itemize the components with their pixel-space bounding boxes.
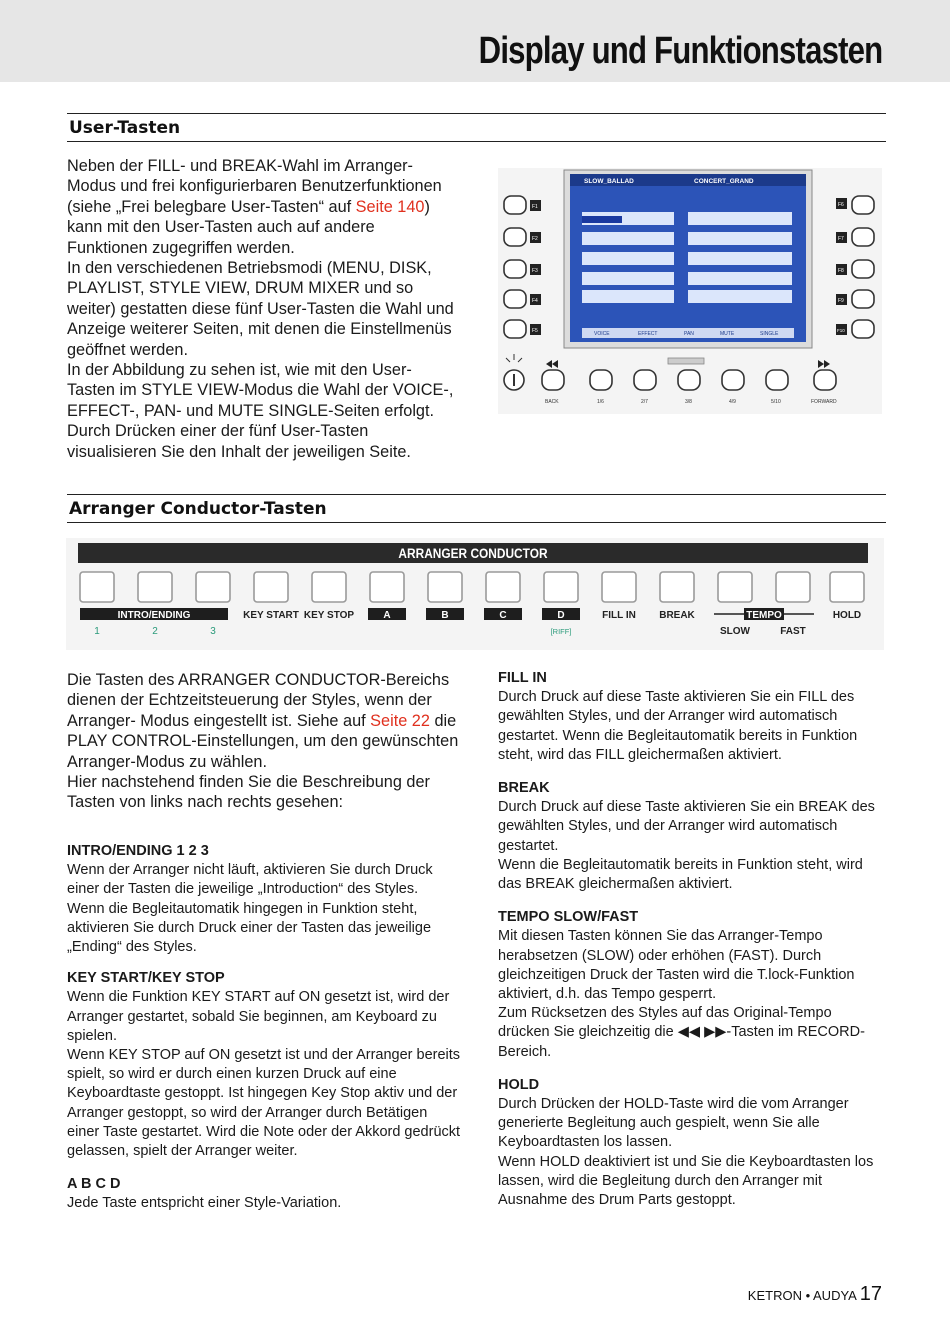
fast-label: FAST — [780, 626, 806, 637]
screen-row — [688, 252, 792, 265]
label-b: B — [441, 610, 449, 621]
hold-heading: HOLD — [498, 1076, 540, 1093]
intro-ending-2-button[interactable] — [138, 572, 172, 602]
text-run: die PLAY CONTROL-Einstellungen, um den gewünschten Arranger-Modus zu wählen. — [67, 711, 459, 771]
page-link-22[interactable]: Seite 22 — [370, 711, 430, 730]
svg-text:F5: F5 — [532, 328, 538, 334]
section-heading-arranger-conductor: Arranger Conductor-Tasten — [67, 494, 886, 523]
intro-ending-heading: INTRO/ENDING 1 2 3 — [67, 843, 209, 859]
paragraph: Wenn die Begleitautomatik hingegen in Funktion steht, aktivieren Sie durch Druck einer der Tasten das jeweilige „Ending“ des Styles. — [67, 900, 432, 956]
paragraph: In der Abbildung zu sehen ist, wie mit den User-Tasten im STYLE VIEW-Modus die Wahl der VOICE-, EFFECT-, PAN- und MUTE SINGLE-Seiten erfolgt. Durch Drücken einer der fünf User-Tasten visualisieren Sie den Inhalt der jeweiligen Seite. — [67, 361, 454, 461]
label-a: A — [383, 610, 391, 621]
paragraph: Zum Rücksetzen des Styles auf das Original-Tempo drücken Sie gleichzeitig die ◀◀ ▶▶-Tasten im RECORD-Bereich. — [498, 1005, 865, 1060]
svg-text:F2: F2 — [532, 236, 538, 242]
paragraph: In den verschiedenen Betriebsmodi (MENU, DISK, PLAYLIST, STYLE VIEW, DRUM MIXER und so weiter) gestatten diese fünf User-Tasten die Wahl und Anzeige weiterer Seiten, mit denen die Einstellmenüs geöffnet werden. — [67, 259, 454, 359]
paragraph: Durch Druck auf diese Taste aktivieren Sie ein FILL des gewählten Styles, und der Arranger wird automatisch gestartet. Wenn die Begleitautomatik bereits in Funktion steht, wird das FILL gleichermaßen aktiviert. — [498, 689, 858, 763]
paragraph: Wenn die Begleitautomatik bereits in Funktion steht, wird das BREAK gleichermaßen aktiviert. — [498, 856, 863, 893]
hold-label: HOLD — [832, 610, 862, 621]
key-start-stop-heading: KEY START/KEY STOP — [67, 970, 225, 987]
display-figure — [498, 168, 882, 414]
svg-text:F7: F7 — [838, 236, 844, 242]
svg-text:F10: F10 — [837, 328, 845, 333]
footer-brand: KETRON • AUDYA — [747, 1288, 857, 1303]
svg-text:FORWARD: FORWARD — [811, 399, 837, 405]
key-start-button[interactable] — [254, 572, 288, 602]
softkey-single: SINGLE — [760, 331, 779, 337]
paragraph — [67, 156, 457, 258]
intro-ending-label: INTRO/ENDING — [117, 610, 191, 621]
tempo-label: TEMPO — [746, 610, 782, 621]
svg-text:1/6: 1/6 — [597, 399, 604, 405]
softkey-effect: EFFECT — [638, 331, 658, 337]
paragraph: Wenn HOLD deaktiviert ist und Sie die Keyboardtasten los lassen, wird die Begleitung durch den Arranger mit Ausnahme des Drum Parts gestoppt. — [498, 1153, 874, 1209]
screen-row — [582, 272, 674, 285]
page-link-140[interactable]: Seite 140 — [355, 197, 425, 216]
variation-c-button[interactable] — [486, 572, 520, 602]
paragraph: Wenn der Arranger nicht läuft, aktivieren Sie durch Druck einer der Tasten die jeweilige „Introduction“ des Styles. — [67, 862, 433, 898]
tempo-heading: TEMPO SLOW/FAST — [498, 909, 639, 926]
right-column-descriptions — [498, 669, 883, 1210]
screen-row — [582, 232, 674, 245]
fill-in-button[interactable] — [602, 572, 636, 602]
paragraph: Wenn die Funktion KEY START auf ON gesetzt ist, wird der Arranger gestartet, sobald Sie beginnen, am Keyboard zu spielen. — [67, 989, 450, 1044]
left-column-descriptions — [67, 842, 462, 1214]
fill-in-heading: FILL IN — [498, 670, 547, 686]
paragraph — [67, 670, 467, 772]
screen-row — [582, 252, 674, 265]
variation-a-button[interactable] — [370, 572, 404, 602]
section-heading-user-tasten: User-Tasten — [67, 113, 886, 142]
text-run: ) kann mit den User-Tasten auch auf andere Funktionen zugegriffen werden. — [67, 197, 430, 257]
tempo-slow-button[interactable] — [718, 572, 752, 602]
paragraph: Jede Taste entspricht einer Style-Variation. — [67, 1195, 342, 1212]
softkey-mute: MUTE — [720, 331, 735, 337]
arranger-panel-title: ARRANGER CONDUCTOR — [398, 545, 548, 562]
break-button[interactable] — [660, 572, 694, 602]
paragraph: Durch Drücken der HOLD-Taste wird die vom Arranger generierte Begleitung auch gespielt, wenn Sie alle Keyboardtasten los lassen. — [498, 1096, 849, 1151]
paragraph: Durch Druck auf diese Taste aktivieren Sie ein BREAK des gewählten Styles, und der Arranger wird automatisch gestartet. — [498, 799, 875, 854]
softkey-pan: PAN — [684, 331, 694, 337]
text-run: Neben der FILL- und BREAK-Wahl im Arranger-Modus und frei konfigurierbaren Benutzerfunktionen (siehe „Frei belegbare User-Tasten“ auf — [67, 157, 442, 216]
screen-row-highlight — [582, 216, 622, 223]
screen-row — [688, 272, 792, 285]
scroll-indicator — [668, 358, 704, 364]
screen-title-left: SLOW_BALLAD — [584, 178, 634, 185]
key-stop-button[interactable] — [312, 572, 346, 602]
svg-text:F4: F4 — [532, 298, 538, 304]
screen-row — [688, 290, 792, 303]
screen-row — [688, 232, 792, 245]
screen-row — [688, 212, 792, 225]
break-heading: BREAK — [498, 780, 550, 797]
svg-text:BACK: BACK — [545, 399, 559, 405]
page-footer — [748, 1283, 882, 1306]
intro-ending-1-button[interactable] — [80, 572, 114, 602]
riff-label: [RIFF] — [550, 627, 572, 636]
svg-text:F1: F1 — [532, 204, 538, 210]
svg-text:F9: F9 — [838, 298, 844, 304]
intro-number-3: 3 — [210, 626, 216, 637]
svg-text:2/7: 2/7 — [641, 399, 648, 405]
tempo-fast-button[interactable] — [776, 572, 810, 602]
variation-b-button[interactable] — [428, 572, 462, 602]
key-stop-label: KEY STOP — [303, 610, 355, 621]
softkey-voice: VOICE — [594, 331, 610, 337]
screen-title-right: CONCERT_GRAND — [694, 178, 754, 185]
label-d: D — [557, 610, 565, 621]
page-number: 17 — [859, 1283, 882, 1305]
text-run: Die Tasten des ARRANGER CONDUCTOR-Bereichs dienen der Echtzeitsteuerung der Styles, wenn der Arranger- Modus eingestellt ist. Siehe auf — [67, 671, 450, 730]
intro-number-1: 1 — [94, 626, 100, 637]
screen-row — [582, 290, 674, 303]
svg-text:4/9: 4/9 — [729, 399, 736, 405]
paragraph: Hier nachstehend finden Sie die Beschreibung der Tasten von links nach rechts gesehen: — [67, 773, 430, 812]
svg-text:F8: F8 — [838, 268, 844, 274]
intro-number-2: 2 — [152, 626, 158, 637]
break-label: BREAK — [659, 610, 695, 621]
svg-text:F6: F6 — [838, 202, 844, 208]
intro-ending-3-button[interactable] — [196, 572, 230, 602]
slow-label: SLOW — [720, 626, 750, 637]
paragraph: Wenn KEY STOP auf ON gesetzt ist und der Arranger bereits spielt, so wird er durch einen kurzen Druck auf eine Keyboardtaste gestoppt. Ist hingegen Key Stop aktiv und der Arranger gestoppt, so wird der Arranger durch Betätigen einer Taste gestartet. Wird die Note oder der Akkord gedrückt gelassen, spielt der Arranger weiter. — [67, 1047, 461, 1160]
arranger-intro-text — [67, 670, 467, 813]
user-tasten-text — [67, 156, 457, 462]
paragraph: Mit diesen Tasten können Sie das Arranger-Tempo herabsetzen (SLOW) oder erhöhen (FAST). Durch gleichzeitigen Druck der Tasten wird die T.lock-Funktion aktiviert, d.h. das Tempo gesperrt. — [498, 928, 855, 1003]
arranger-conductor-figure — [66, 538, 884, 650]
abcd-heading: A B C D — [67, 1176, 121, 1193]
contrast-knob[interactable] — [504, 370, 524, 390]
hold-button[interactable] — [830, 572, 864, 602]
fill-in-label: FILL IN — [602, 610, 636, 621]
svg-text:3/8: 3/8 — [685, 399, 692, 405]
key-start-label: KEY START — [243, 610, 299, 621]
page-title: Display und Funktionstasten — [478, 30, 882, 72]
variation-d-button[interactable] — [544, 572, 578, 602]
label-c: C — [499, 610, 507, 621]
svg-text:F3: F3 — [532, 268, 538, 274]
svg-text:5/10: 5/10 — [771, 399, 781, 405]
